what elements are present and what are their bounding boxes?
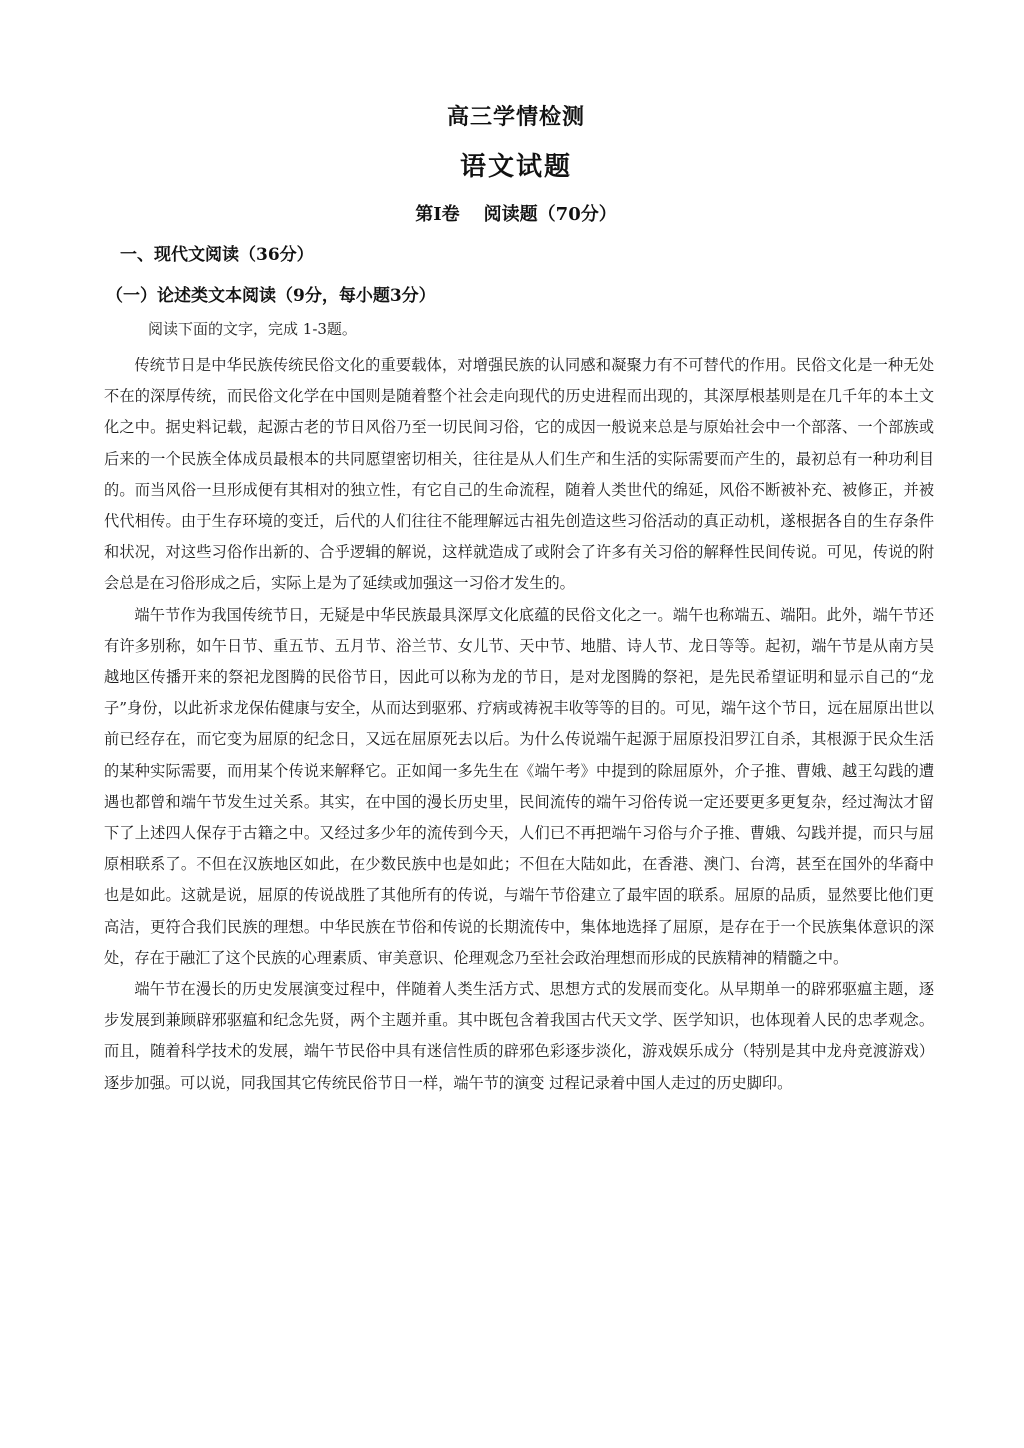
subject-title: 语文试题 — [459, 152, 572, 182]
volume-heading — [96, 200, 936, 226]
volume-label: 第Ⅰ卷 — [415, 204, 460, 225]
passage-paragraph-2: 端午节作为我国传统节日，无疑是中华民族最具深厚文化底蕴的民俗文化之一。端午也称端五、端阳。此外，端午节还有许多别称，如午日节、重五节、五月节、浴兰节、女儿节、天中节、地腊、诗人节、龙日等等。起初，端午节是从南方吴越地区传播开来的祭祀龙图腾的民俗节日，因此可以称为龙的节日，是对龙图腾的祭祀，是先民希望证明和显示自己的“龙子”身份，以此祈求龙保佑健康与安全，从而达到驱邪、疗病或祷祝丰收等等的目的。可见，端午这个节日，远在屈原出世以前已经存在，而它变为屈原的纪念日，又远在屈原死去以后。为什么传说端午起源于屈原投汨罗江自杀，其根源于民众生活的某种实际需要，而用某个传说来解释它。正如闻一多先生在《端午考》中提到的除屈原外，介子推、曹娥、越王勾践的遭遇也都曾和端午节发生过关系。其实，在中国的漫长历史里，民间流传的端午习俗传说一定还要更多更复杂，经过淘汰才留下了上述四人保存于古籍之中。又经过多少年的流传到今天，人们已不再把端午习俗与介子推、曹娥、勾践并提，而只与屈原相联系了。不但在汉族地区如此，在少数民族中也是如此；不但在大陆如此，在香港、澳门、台湾，甚至在国外的华裔中也是如此。这就是说，屈原的传说战胜了其他所有的传说，与端午节俗建立了最牢固的联系。屈原的品质，显然要比他们更高洁，更符合我们民族的理想。中华民族在节俗和传说的长期流传中，集体地选择了屈原，是存在于一个民族集体意识的深处，存在于融汇了这个民族的心理素质、审美意识、伦理观念乃至社会政治理想而形成的民族精神的精髓之中。 — [104, 605, 934, 967]
part-heading: 一、现代文阅读（36分） — [120, 245, 314, 265]
passage-paragraph-1: 传统节日是中华民族传统民俗文化的重要载体，对增强民族的认同感和凝聚力有不可替代的作用。民俗文化是一种无处不在的深厚传统，而民俗文化学在中国则是随着整个社会走向现代的历史进程而出现的，其深厚根基则是在几千年的本土文化之中。据史料记载，起源古老的节日风俗乃至一切民间习俗，它的成因一般说来总是与原始社会中一个部落、一个部族或后来的一个民族全体成员最根本的共同愿望密切相关，往往是从人们生产和生活的实际需要而产生的，最初总有一种功利目的。而当风俗一旦形成便有其相对的独立性，有它自己的生命流程，随着人类世代的绵延，风俗不断被补充、被修正，并被代代相传。由于生存环境的变迁，后代的人们往往不能理解远古祖先创造这些习俗活动的真正动机，遂根据各自的生存条件和状况，对这些习俗作出新的、合乎逻辑的解说，这样就造成了或附会了许多有关习俗的解释性民间传说。可见，传说的附会总是在习俗形成之后，实际上是为了延续或加强这一习俗才发生的。 — [104, 356, 934, 593]
reading-passage — [104, 350, 934, 1099]
passage-paragraph-3: 端午节在漫长的历史发展演变过程中，伴随着人类生活方式、思想方式的发展而变化。从早期单一的辟邪驱瘟主题，逐步发展到兼顾辟邪驱瘟和纪念先贤，两个主题并重。其中既包含着我国古代天文学、医学知识，也体现着人民的忠孝观念。而且，随着科学技术的发展，端午节民俗中具有迷信性质的辟邪色彩逐步淡化，游戏娱乐成分（特别是其中龙舟竞渡游戏）逐步加强。可以说，同我国其它传统民俗节日一样，端午节的演变 过程记录着中国人走过的历史脚印。 — [104, 980, 934, 1092]
exam-title: 高三学情检测 — [446, 104, 585, 130]
reading-instruction: 阅读下面的文字，完成 1-3题。 — [148, 320, 357, 338]
section-label: 阅读题（70分） — [483, 204, 617, 225]
sub-part-heading: （一）论述类文本阅读（9分，每小题3分） — [106, 286, 436, 306]
